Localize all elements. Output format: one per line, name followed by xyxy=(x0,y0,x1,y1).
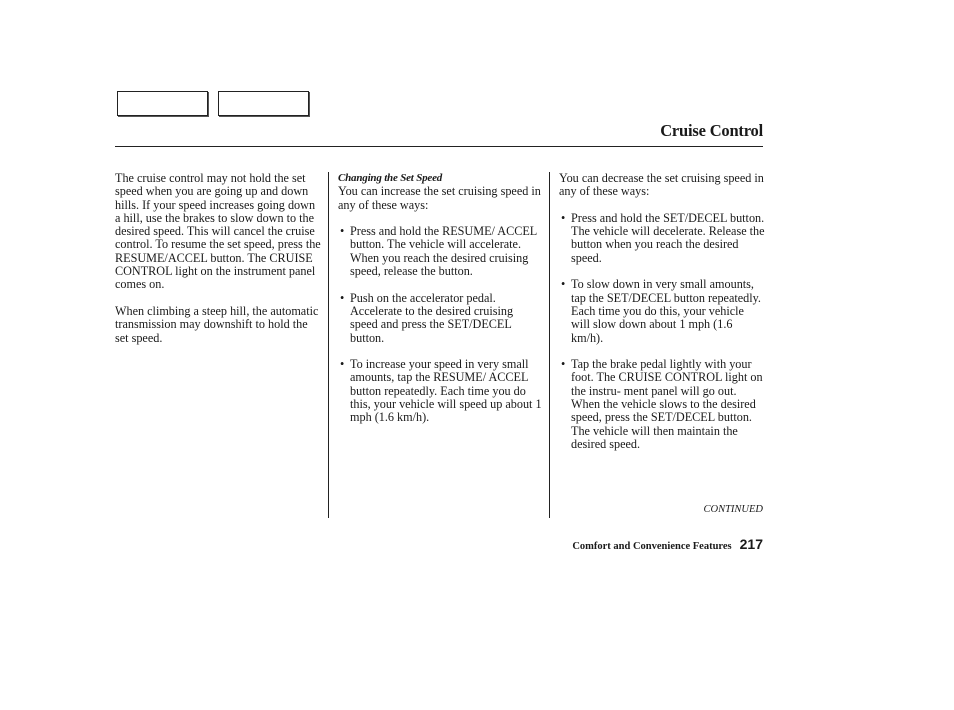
continued-label: CONTINUED xyxy=(703,504,763,515)
list-item xyxy=(559,212,765,265)
column-divider xyxy=(328,172,329,518)
list-item-text: Press and hold the SET/DECEL button. The vehicle will decelerate. Release the button when you reach the desired speed. xyxy=(571,210,765,265)
bullet-list xyxy=(559,212,765,451)
column-divider xyxy=(549,172,550,518)
bullet-icon: • xyxy=(340,290,345,305)
list-item-text: Push on the accelerator pedal. Accelerate to the desired cruising speed and press the SET/DECEL button. xyxy=(350,290,514,345)
next-page-button[interactable] xyxy=(218,91,309,116)
paragraph: When climbing a steep hill, the automatic transmission may downshift to hold the set speed. xyxy=(115,303,319,345)
list-item-text: To slow down in very small amounts, tap the SET/DECEL button repeatedly. Each time you do this, your vehicle will slow down about 1 mph (1.6 km/h). xyxy=(571,277,761,345)
list-item-text: Tap the brake pedal lightly with your foot. The CRUISE CONTROL light on the instru- ment panel will go out. When the vehicle slows to the desired speed, press the SET/DECEL button. The vehicle will then maintain the desired speed. xyxy=(571,357,763,451)
right-column xyxy=(559,172,765,465)
list-item-text: To increase your speed in very small amounts, tap the RESUME/ ACCEL button repeatedly. Each time you do this, your vehicle will speed up about 1 mph (1.6 km/h). xyxy=(350,357,542,425)
page-title: Cruise Control xyxy=(660,121,763,140)
title-divider xyxy=(115,146,763,147)
page-number: 217 xyxy=(739,536,763,552)
intro-paragraph: You can increase the set cruising speed in any of these ways: xyxy=(338,184,541,212)
list-item xyxy=(559,358,765,451)
list-item xyxy=(338,225,543,278)
footer-section-title: Comfort and Convenience Features xyxy=(572,541,732,552)
list-item-text: Press and hold the RESUME/ ACCEL button. The vehicle will accelerate. When you reach the desired cruising speed, release the button. xyxy=(350,224,537,279)
intro-paragraph: You can decrease the set cruising speed in any of these ways: xyxy=(559,171,764,199)
previous-page-button[interactable] xyxy=(117,91,208,116)
page-footer xyxy=(572,536,763,552)
bullet-icon: • xyxy=(561,210,566,225)
bullet-icon: • xyxy=(340,224,345,239)
list-item xyxy=(338,292,543,345)
middle-column xyxy=(338,172,543,438)
bullet-icon: • xyxy=(561,357,566,372)
bullet-icon: • xyxy=(561,277,566,292)
left-column xyxy=(115,172,323,358)
list-item xyxy=(559,278,765,344)
list-item xyxy=(338,358,543,424)
subheading: Changing the Set Speed xyxy=(338,172,443,184)
bullet-list xyxy=(338,225,543,424)
paragraph: The cruise control may not hold the set speed when you are going up and down hills. If your speed increases going down a hill, use the brakes to slow down to the desired speed. This will cancel the cruise control. To resume the set speed, press the RESUME/ACCEL button. The CRUISE CONTROL light on the instrument panel comes on. xyxy=(115,171,321,292)
bullet-icon: • xyxy=(340,357,345,372)
